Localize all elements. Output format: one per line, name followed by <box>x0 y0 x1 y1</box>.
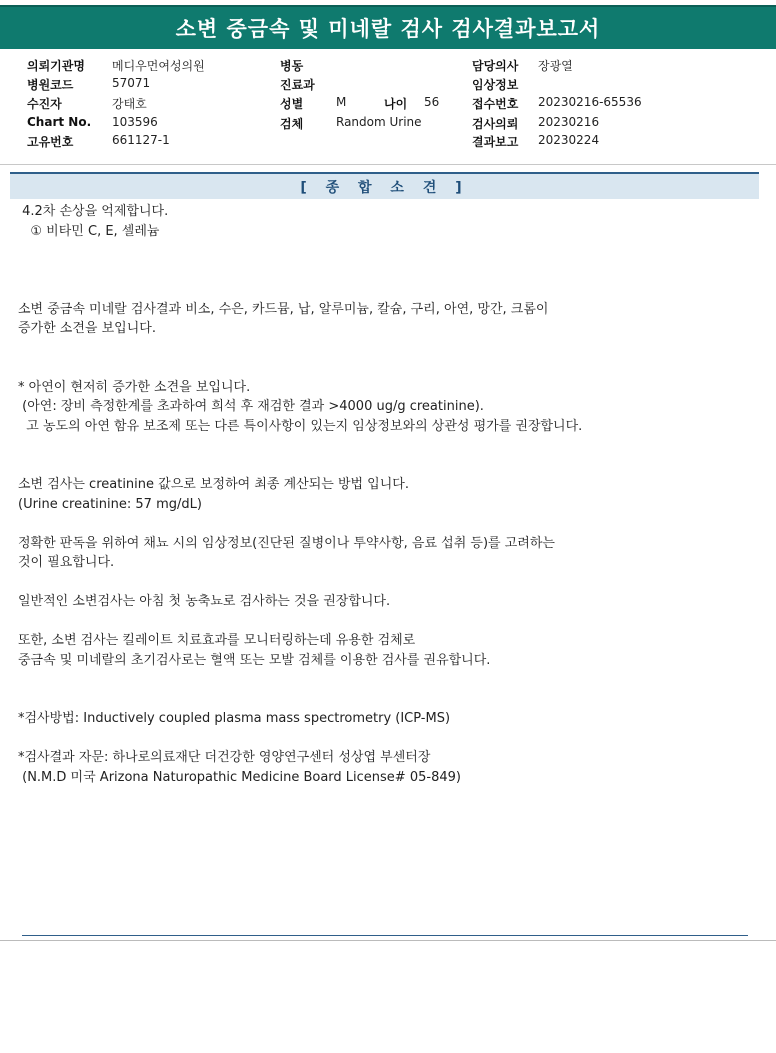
summary-line: 증가한 소견을 보입니다. <box>18 321 156 336</box>
sex-label: 성별 <box>280 97 304 111</box>
specimen-label: 검체 <box>280 117 304 131</box>
summary-line: (아연: 장비 측정한계를 초과하여 희석 후 재검한 결과 >4000 ug/g creatinine). <box>18 399 484 414</box>
request-date-label: 검사의뢰 <box>472 117 519 131</box>
report-date-value: 20230224 <box>538 133 600 147</box>
age-label: 나이 <box>384 97 408 111</box>
summary-line: (Urine creatinine: 57 mg/dL) <box>18 496 202 512</box>
unique-no-value: 661127-1 <box>112 133 170 147</box>
section-divider <box>0 164 776 165</box>
report-title: 소변 중금속 및 미네랄 검사 검사결과보고서 <box>175 17 601 41</box>
report-title-bar <box>0 5 776 49</box>
page-bottom-border <box>0 940 776 941</box>
institution-label: 의뢰기관명 <box>27 59 85 73</box>
summary-line: ① 비타민 C, E, 셀레늄 <box>18 223 160 239</box>
summary-heading-bar <box>10 172 759 199</box>
chart-no-label: Chart No. <box>27 115 92 129</box>
hospital-code-label: 병원코드 <box>27 78 74 92</box>
request-date-value: 20230216 <box>538 115 600 129</box>
summary-line: 4.2차 손상을 억제합니다. <box>18 204 169 219</box>
receipt-no-label: 접수번호 <box>472 97 519 111</box>
doctor-value: 장광열 <box>538 59 573 73</box>
ward-label: 병동 <box>280 59 304 73</box>
summary-line: 정확한 판독을 위하여 채뇨 시의 임상정보(진단된 질병이나 투약사항, 음료 섭취 등)를 고려하는 <box>18 535 555 551</box>
summary-line: *검사결과 자문: 하나로의료재단 더건강한 영양연구센터 성상엽 부센터장 <box>18 750 431 765</box>
summary-heading: [ 종 합 소 견 ] <box>300 179 469 196</box>
patient-info-section <box>0 53 776 163</box>
sex-value: M <box>336 95 347 109</box>
hospital-code-value: 57071 <box>112 76 151 90</box>
summary-line: 소변 검사는 creatinine 값으로 보정하여 최종 계산되는 방법 입니다. <box>18 477 409 492</box>
doctor-label: 담당의사 <box>472 59 519 73</box>
specimen-value: Random Urine <box>336 115 422 129</box>
patient-value: 강태호 <box>112 97 147 111</box>
summary-line: 소변 중금속 미네랄 검사결과 비소, 수은, 카드뮴, 납, 알루미늄, 칼슘, 구리, 아연, 망간, 크롬이 <box>18 301 549 317</box>
summary-line: * 아연이 현저히 증가한 소견을 보입니다. <box>18 379 251 395</box>
dept-label: 진료과 <box>280 78 315 92</box>
summary-line: 것이 필요합니다. <box>18 555 115 570</box>
summary-line: 중금속 및 미네랄의 초기검사로는 혈액 또는 모발 검체를 이용한 검사를 권유합니다. <box>18 652 491 668</box>
unique-no-label: 고유번호 <box>27 135 74 149</box>
institution-value: 메디우먼여성의원 <box>112 59 205 73</box>
summary-line: (N.M.D 미국 Arizona Naturopathic Medicine Board License# 05-849) <box>18 769 461 785</box>
report-date-label: 결과보고 <box>472 135 519 149</box>
clinical-info-label: 임상정보 <box>472 78 519 92</box>
summary-line: 일반적인 소변검사는 아침 첫 농축뇨로 검사하는 것을 권장합니다. <box>18 594 391 609</box>
summary-line: 또한, 소변 검사는 킬레이트 치료효과를 모니터링하는데 유용한 검체로 <box>18 633 416 648</box>
receipt-no-value: 20230216-65536 <box>538 95 642 109</box>
summary-line: 고 농도의 아연 함유 보조제 또는 다른 특이사항이 있는지 임상정보와의 상관성 평가를 권장합니다. <box>18 418 583 434</box>
summary-line: *검사방법: Inductively coupled plasma mass spectrometry (ICP-MS) <box>18 711 451 726</box>
bottom-divider <box>22 935 748 936</box>
patient-label: 수진자 <box>27 97 62 111</box>
chart-no-value: 103596 <box>112 115 158 129</box>
age-value: 56 <box>424 95 440 109</box>
